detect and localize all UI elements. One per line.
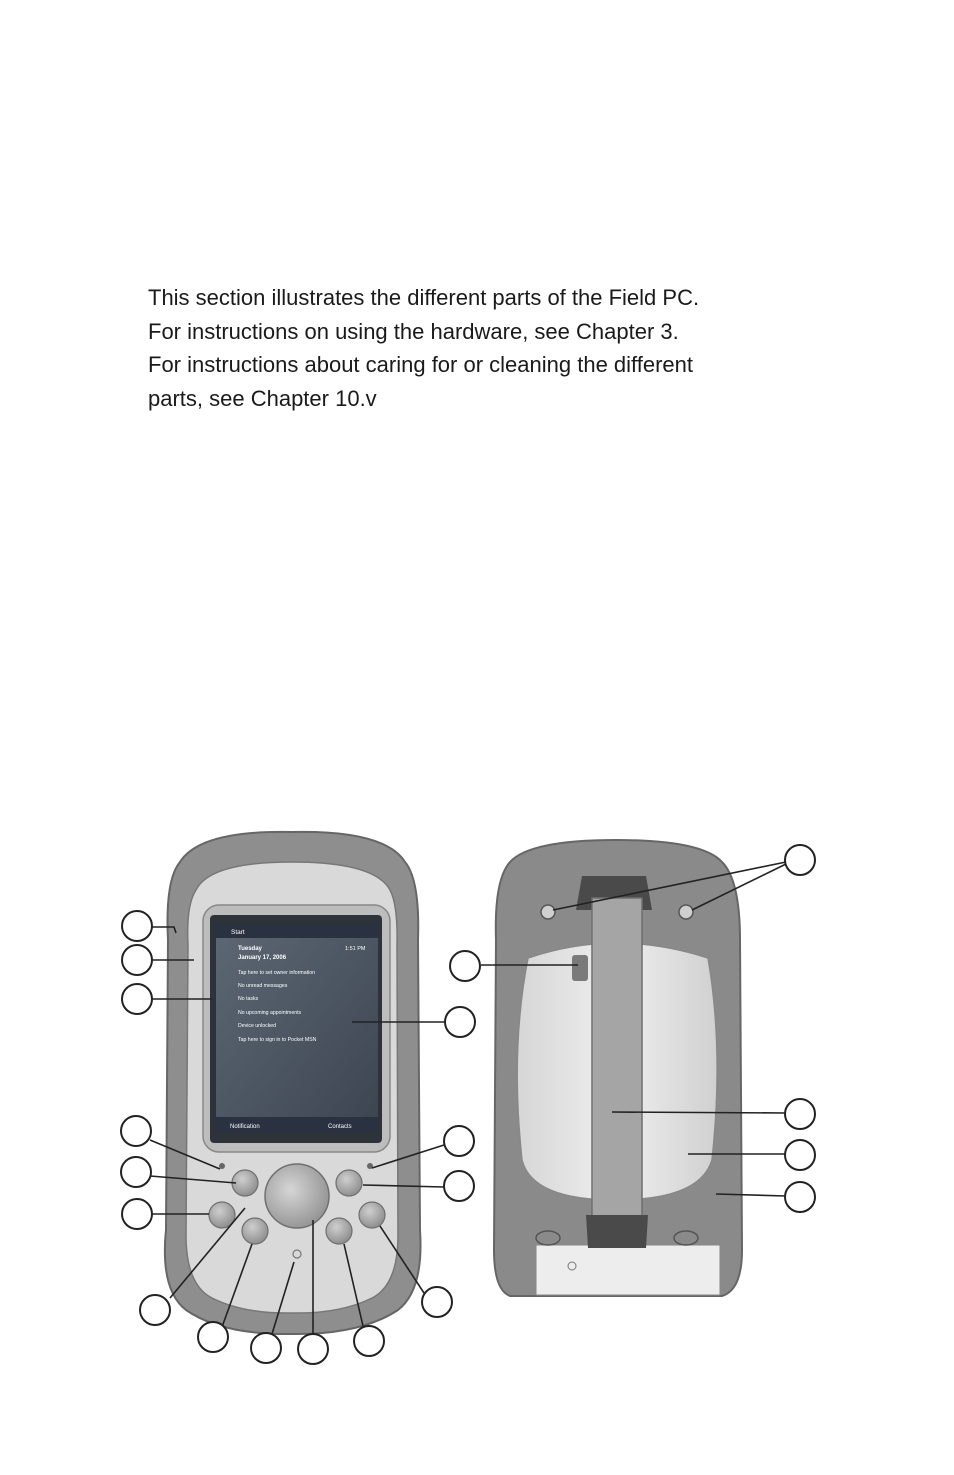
callout-marker [785,1182,815,1212]
battery-latch [572,955,588,981]
intro-line: parts, see Chapter 10.v [148,385,377,411]
screen-item: Device unlocked [238,1023,277,1029]
callout-marker [444,1171,474,1201]
callout-marker [122,911,152,941]
screen-date-day: Tuesday [238,946,262,952]
callout-marker [122,945,152,975]
back-view [494,840,742,1296]
callout-marker [354,1326,384,1356]
callout-marker [422,1287,452,1317]
button-lower-left [242,1218,268,1244]
screen-item: No unread messages [238,983,288,989]
intro-paragraph [148,281,788,415]
screen-time: 1:51 PM [345,946,366,952]
intro-line: For instructions about caring for or cleaning the different [148,352,694,377]
callout-marker [298,1334,328,1364]
screen-title: Start [231,929,245,936]
hand-strap [592,898,642,1228]
dpad [265,1164,329,1228]
callout-marker [785,1099,815,1129]
button-upper-right [336,1170,362,1196]
screen-softkey-left: Notification [230,1124,260,1130]
screen-date-full: January 17, 2006 [238,955,287,961]
callout-marker [140,1295,170,1325]
callout-marker [444,1126,474,1156]
screen-item: No tasks [238,996,259,1002]
callout-marker [122,1199,152,1229]
callout-marker [445,1007,475,1037]
callout-marker [450,951,480,981]
callout-marker [121,1157,151,1187]
strap-bottom-clip [586,1215,648,1248]
callout-marker [121,1116,151,1146]
screw-hole-right [679,905,693,919]
callout-marker [785,1140,815,1170]
callout-marker [122,984,152,1014]
screen-softkey-right: Contacts [328,1124,352,1130]
intro-line: This section illustrates the different parts of the Field PC. [148,285,700,310]
callout-marker [198,1322,228,1352]
screw-hole-left [541,905,555,919]
callout-marker [785,845,815,875]
screen-item: No upcoming appointments [238,1010,302,1016]
button-far-right [359,1202,385,1228]
device-illustration [0,820,954,1380]
callout-marker [251,1333,281,1363]
screen-item: Tap here to sign in to Pocket MSN [238,1037,317,1043]
screen [216,924,378,1133]
back-bottom-panel [536,1245,720,1295]
screen-item: Tap here to set owner information [238,970,315,976]
button-lower-right [326,1218,352,1244]
intro-line: For instructions on using the hardware, see Chapter 3. [148,318,679,344]
